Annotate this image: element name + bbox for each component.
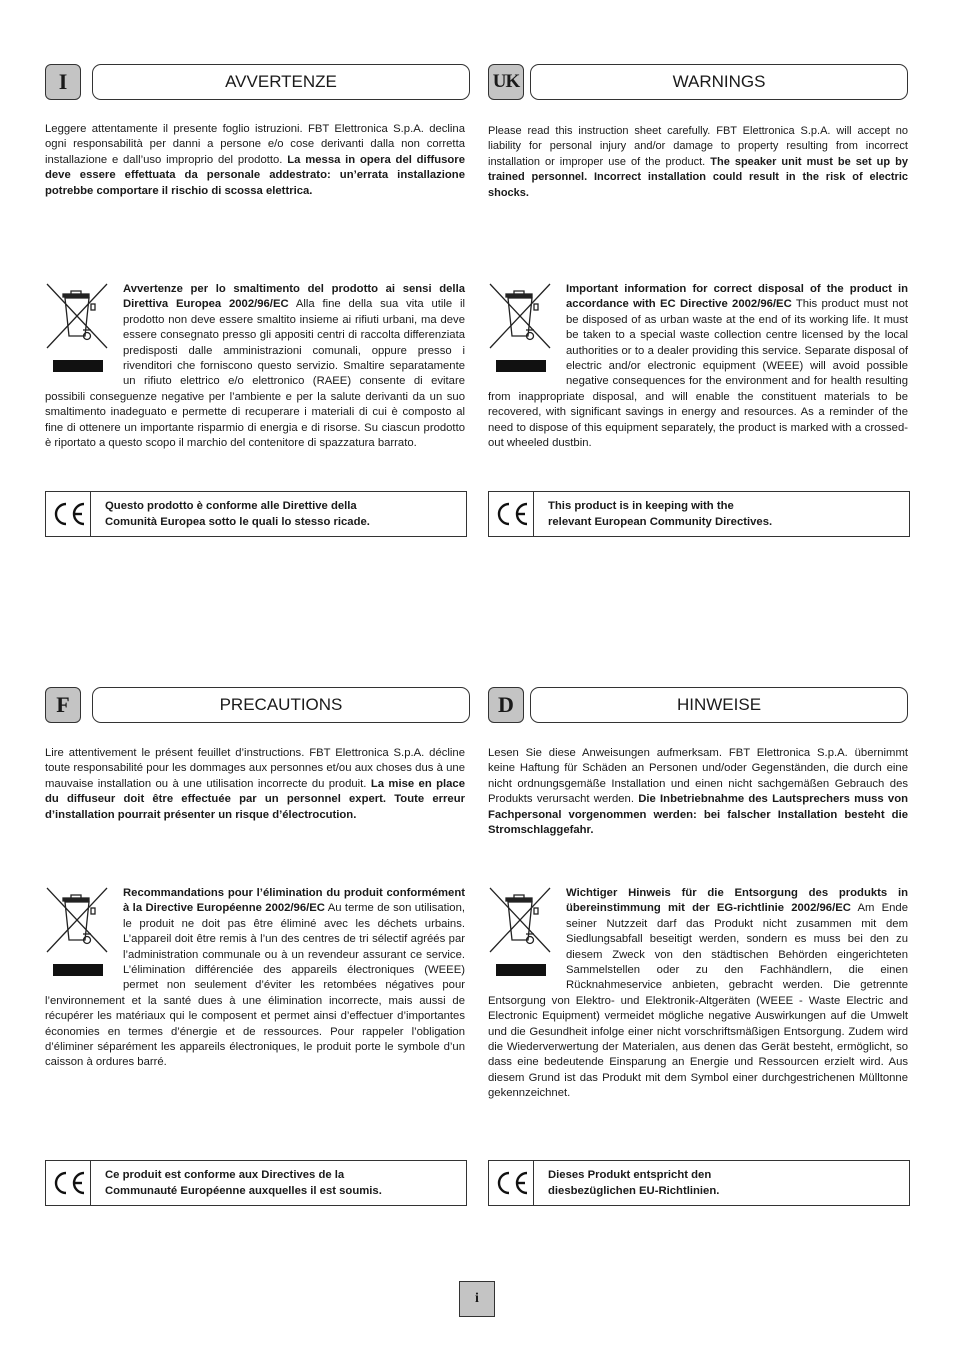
language-badge: F xyxy=(45,687,81,723)
ce-conformity-text: Ce produit est conforme aux Directives de la Communauté Européenne auxquelles il est soumis. xyxy=(105,1169,382,1197)
ce-mark-icon xyxy=(489,1161,534,1205)
intro-text: Please read this instruction sheet carefully. FBT Elettronica S.p.A. will accept no liability for personal injury and/or damage to property resulting from incorrect installation or improper use of the product. The speaker unit must be set up by trained personnel. Incorrect installation could result in the risk of electric shocks. xyxy=(488,125,908,199)
crossed-out-wheeled-bin-icon xyxy=(488,886,552,982)
language-badge: I xyxy=(45,64,81,100)
section-header xyxy=(45,687,465,723)
section-header xyxy=(45,64,465,100)
section-header xyxy=(488,64,908,100)
weee-notice: Important information for correct disposal of the product in accordance with EC Directive 2002/96/EC This product must not be disposed of as urban waste at the end of its working life. It must be taken to a special waste collection centre licensed by the local authorities or to a dealer providing this service. Separate disposal of electric and/or electronic equipment (WEEE) will avoid possible negative consequences for the environment and for health resulting from inappropriate disposal, and will enable the constituent materials to be recovered, with significant savings in energy and resources. As a reminder of the need to dispose of this equipment separately, the product is marked with a crossed-out wheeled dustbin. xyxy=(488,283,908,450)
crossed-out-wheeled-bin-icon xyxy=(45,282,109,378)
weee-notice: Avvertenze per lo smaltimento del prodotto ai sensi della Direttiva Europea 2002/96/EC Alla fine della sua vita utile il prodotto non deve essere smaltito insieme ai rifiuti urbani, ma deve essere consegnato presso gli appositi centri di raccolta differenziata predisposti dalle amministrazioni comunali, oppure presso i rivenditori che forniscono questo servizio. Smaltire separatamente un rifiuto elettrico e/o elettronico (RAEE) consente di evitare possibili conseguenze negative per l’ambiente e per la salute derivanti da un suo smaltimento inadeguato e permette di recuperare i materiali di cui è composto al fine di ottenere un importante risparmio di energia e di risorse. Su ciascun prodotto è riportato a questo scopo il marchio del contenitore di spazzatura barrato. xyxy=(45,283,465,450)
ce-conformity-text: Questo prodotto è conforme alle Direttive della Comunità Europea sotto le quali lo stesso ricade. xyxy=(105,500,370,528)
section-title: WARNINGS xyxy=(530,64,908,100)
ce-conformity-box-italian xyxy=(45,491,467,537)
crossed-out-wheeled-bin-icon xyxy=(45,886,109,982)
section-title: AVVERTENZE xyxy=(92,64,470,100)
section-title: HINWEISE xyxy=(530,687,908,723)
section-italian xyxy=(45,64,465,451)
ce-conformity-box-french xyxy=(45,1160,467,1206)
page-number: i xyxy=(459,1281,495,1317)
ce-mark-icon xyxy=(46,492,91,536)
section-french xyxy=(45,687,465,1071)
section-english xyxy=(488,64,908,451)
section-header xyxy=(488,687,908,723)
weee-notice: Wichtiger Hinweis für die Entsorgung des produkts in übereinstimmung mit der EG-richtlinie 2002/96/EC Am Ende seiner Nutzzeit darf das Produkt nicht zusammen mit dem Siedlungsabfall beseitigt werden, sondern es muss bei den zu diesem Zweck von den städtischen Behörden eingerichteten Sammelstellen oder zu den Fachhändlern, die einen Rücknahmeservice anbieten, gebracht werden. Die getrennte Entsorgung von Elektro- und Elektronik-Altgeräten (WEEE - Waste Electric and Electronic Equipment) vermeidet mögliche negative Auswirkungen auf die Umwelt und die Gesundheit infolge einer nicht vorschriftsmäßigen Entsorgung. Zudem wird die Wiederverwertung der Materialen, aus denen das Gerät besteht, ermöglicht, so dass eine bedeutende Einsparung an Energie und Ressourcen erzielt wird. Aus diesem Grund ist das Produkt mit dem Symbol einer durchgestrichenen Mülltonne gekennzeichnet. xyxy=(488,887,908,1100)
section-german xyxy=(488,687,908,1102)
ce-conformity-box-english xyxy=(488,491,910,537)
ce-mark-icon xyxy=(46,1161,91,1205)
intro-text: Leggere attentamente il presente foglio istruzioni. FBT Elettronica S.p.A. declina ogni responsabilità per danni a persone e/o cose derivanti dalla non corretta installazione e dall’uso improprio del prodotto. La messa in opera del diffusore deve essere effettuata da personale addestrato: un’errata installazione potrebbe comportare il rischio di scossa elettrica. xyxy=(45,123,465,197)
language-badge: UK xyxy=(488,64,524,100)
section-title: PRECAUTIONS xyxy=(92,687,470,723)
weee-notice: Recommandations pour l’élimination du produit conformément à la Directive Européenne 2002/96/EC Au terme de son utilisation, le produit ne doit pas être éliminé avec les déchets urbains. L’appareil doit être remis à l’un des centres de tri sélectif agréés par l’administration communale ou à un revendeur assurant ce service. L’élimination différenciée des appareils électroniques (WEEE) permet non seulement d’éviter les retombées négatives pour l’environnement et la santé dues à une élimination incorrecte, mais aussi de récupérer les matériaux qui le composent et permet ainsi d’effectuer d’importantes économies en termes d’énergie et de ressources. Pour rappeler l’obligation d’éliminer séparément les appareils électroniques, le produit porte le symbole d’un caisson à ordures barré. xyxy=(45,887,465,1069)
ce-conformity-text: This product is in keeping with the relevant European Community Directives. xyxy=(548,500,773,528)
intro-text: Lire attentivement le présent feuillet d’instructions. FBT Elettronica S.p.A. décline toute responsabilité pour les dommages aux personnes et/ou aux choses dus à une mauvaise installation ou à une utilisation incorrecte du produit. La mise en place du diffuseur doit être effectuée par un personnel expert. Toute erreur d’installation pourrait présenter un risque d’électrocution. xyxy=(45,747,466,821)
intro-text: Lesen Sie diese Anweisungen aufmerksam. FBT Elettronica S.p.A. übernimmt keine Haftung für Schäden an Personen und/oder Gegenständen, die durch eine nicht ordnungsgemäße Installation und einen nicht sachgemäßen Gebrauch des Produkts verursacht werden. Die Inbetriebnahme des Lautsprechers muss von Fachpersonal vorgenommen werden: bei falscher Installation besteht die Stromschlaggefahr. xyxy=(488,747,908,837)
ce-mark-icon xyxy=(489,492,534,536)
ce-conformity-box-german xyxy=(488,1160,910,1206)
ce-conformity-text: Dieses Produkt entspricht den diesbezüglichen EU-Richtlinien. xyxy=(548,1169,720,1197)
crossed-out-wheeled-bin-icon xyxy=(488,282,552,378)
language-badge: D xyxy=(488,687,524,723)
